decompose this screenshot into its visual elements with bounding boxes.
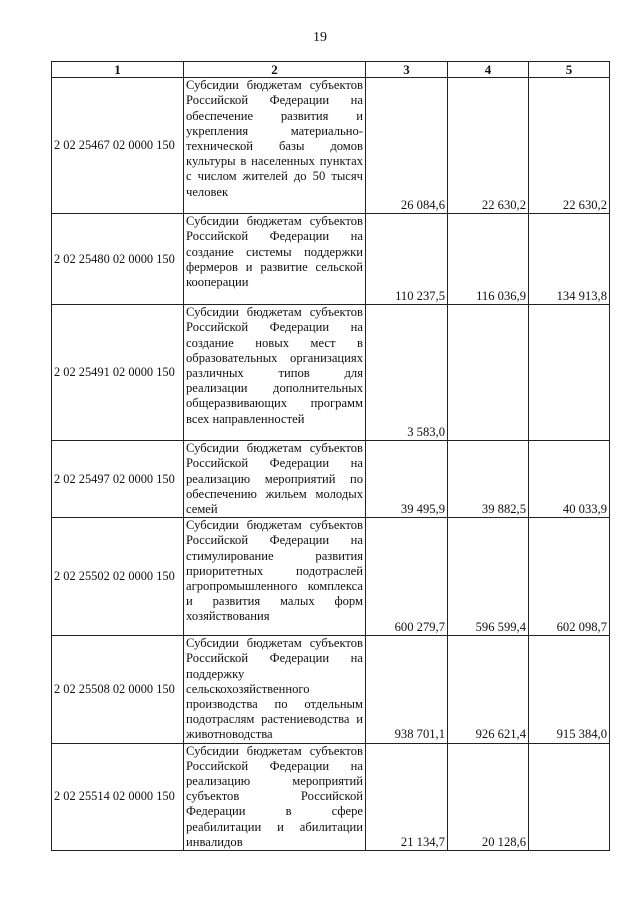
amount-col-3: 938 701,1 [366, 636, 448, 743]
subsidy-description: Субсидии бюджетам субъектов Российской Федерации на реализацию мероприятий по обеспечению жильем молодых семей [184, 441, 366, 518]
amount-col-3: 39 495,9 [366, 441, 448, 518]
amount-col-5 [529, 743, 610, 850]
amount-col-5: 40 033,9 [529, 441, 610, 518]
amount-col-4: 596 599,4 [448, 518, 529, 636]
subsidy-description: Субсидии бюджетам субъектов Российской Федерации на стимулирование развития приоритетных подотраслей агропромышленного комплекса и развития малых форм хозяйствования [184, 518, 366, 636]
amount-col-4 [448, 305, 529, 441]
amount-col-3: 26 084,6 [366, 78, 448, 214]
amount-col-3: 21 134,7 [366, 743, 448, 850]
page-number: 19 [313, 30, 327, 45]
subsidy-description: Субсидии бюджетам субъектов Российской Федерации на поддержку сельскохозяйственного производства по отдельным подотраслям растениеводства и животноводства [184, 636, 366, 743]
subsidy-description: Субсидии бюджетам субъектов Российской Федерации на реализацию мероприятий субъектов Российской Федерации в сфере реабилитации и абилитации инвалидов [184, 743, 366, 850]
amount-col-5: 22 630,2 [529, 78, 610, 214]
amount-col-3: 600 279,7 [366, 518, 448, 636]
subsidy-description: Субсидии бюджетам субъектов Российской Федерации на создание системы поддержки фермеров и развитие сельской кооперации [184, 214, 366, 305]
amount-col-5: 134 913,8 [529, 214, 610, 305]
column-header-4: 4 [448, 62, 529, 78]
amount-col-4: 926 621,4 [448, 636, 529, 743]
column-header-5: 5 [529, 62, 610, 78]
budget-table [51, 61, 610, 851]
table-row [52, 518, 610, 636]
subsidy-description: Субсидии бюджетам субъектов Российской Федерации на обеспечение развития и укрепления материально-технической базы домов культуры в населенных пунктах с числом жителей до 50 тысяч человек [184, 78, 366, 214]
budget-code: 2 02 25502 02 0000 150 [52, 518, 184, 636]
column-header-3: 3 [366, 62, 448, 78]
table-row [52, 305, 610, 441]
subsidy-description: Субсидии бюджетам субъектов Российской Федерации на создание новых мест в образовательных организациях различных типов для реализации дополнительных общеразвивающих программ всех направленностей [184, 305, 366, 441]
budget-code: 2 02 25514 02 0000 150 [52, 743, 184, 850]
amount-col-5 [529, 305, 610, 441]
column-header-1: 1 [52, 62, 184, 78]
table-row [52, 441, 610, 518]
budget-code: 2 02 25480 02 0000 150 [52, 214, 184, 305]
table-row [52, 743, 610, 850]
budget-code: 2 02 25508 02 0000 150 [52, 636, 184, 743]
amount-col-3: 110 237,5 [366, 214, 448, 305]
budget-code: 2 02 25491 02 0000 150 [52, 305, 184, 441]
column-header-2: 2 [184, 62, 366, 78]
amount-col-4: 22 630,2 [448, 78, 529, 214]
amount-col-4: 20 128,6 [448, 743, 529, 850]
amount-col-5: 915 384,0 [529, 636, 610, 743]
budget-code: 2 02 25467 02 0000 150 [52, 78, 184, 214]
amount-col-4: 39 882,5 [448, 441, 529, 518]
amount-col-4: 116 036,9 [448, 214, 529, 305]
table-row [52, 636, 610, 743]
table-row [52, 78, 610, 214]
table-row [52, 214, 610, 305]
amount-col-3: 3 583,0 [366, 305, 448, 441]
amount-col-5: 602 098,7 [529, 518, 610, 636]
table-header-row [52, 62, 610, 78]
budget-code: 2 02 25497 02 0000 150 [52, 441, 184, 518]
